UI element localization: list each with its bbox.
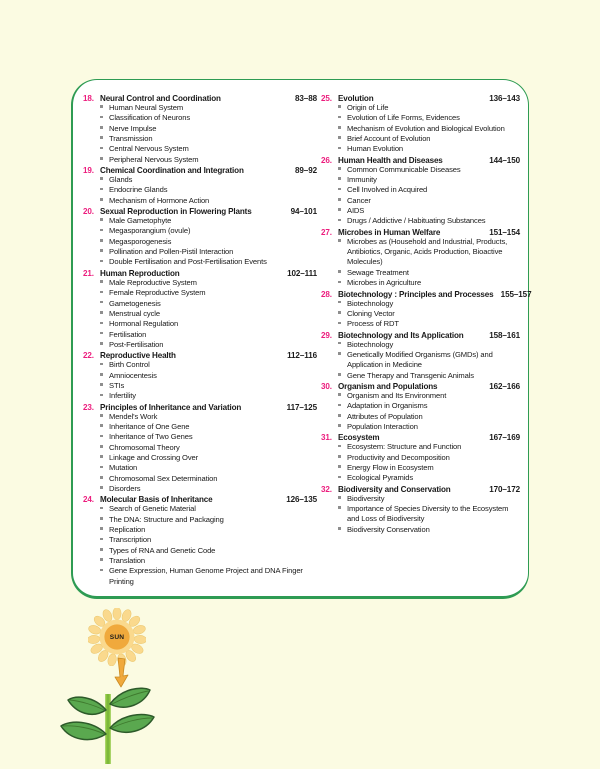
chapter-number: 19. — [83, 166, 94, 176]
chapter-page-range: 155–157 — [500, 289, 532, 299]
topic-label: Menstrual cycle — [109, 308, 160, 318]
topic-label: Mechanism of Hormone Action — [109, 195, 210, 205]
topic-label: Importance of Species Diversity to the Ecosystem and Loss of Biodiversity — [347, 504, 509, 524]
chapter-title: Neural Control and Coordination — [100, 94, 221, 103]
chapter-number: 30. — [321, 381, 332, 391]
topic-label: Classification of Neurons — [109, 113, 190, 123]
topic-label: Male Reproductive System — [109, 277, 197, 287]
square-bullet-icon — [338, 371, 347, 381]
chapter-heading[interactable] — [83, 351, 319, 360]
topic-item[interactable] — [83, 463, 319, 473]
chapter-number: 22. — [83, 351, 94, 361]
topic-label: Productivity and Decomposition — [347, 452, 450, 462]
topic-label: Search of Genetic Material — [109, 504, 196, 514]
chapter-title: Biotechnology : Principles and Processes — [338, 289, 494, 299]
topic-label: Adaptation in Organisms — [347, 401, 428, 411]
chapter-number: 31. — [321, 433, 332, 443]
square-bullet-icon — [338, 196, 347, 206]
chapter-page-range: 83–88 — [294, 94, 317, 103]
square-bullet-icon — [338, 453, 347, 463]
topic-list — [321, 237, 522, 289]
topic-list — [83, 175, 319, 206]
topic-label: The DNA: Structure and Packaging — [109, 514, 224, 524]
chapter-number: 20. — [83, 207, 94, 217]
topic-label: Genetically Modified Organisms (GMDs) and Application in Medicine — [347, 349, 493, 370]
topic-label: Origin of Life — [347, 103, 389, 112]
chapter-page-range: 89–92 — [294, 166, 317, 176]
topic-item[interactable] — [321, 299, 522, 309]
topic-item[interactable] — [321, 237, 522, 268]
topic-item[interactable] — [321, 391, 522, 401]
topic-list — [83, 412, 319, 495]
topic-label: Female Reproductive System — [109, 288, 206, 298]
chapter-heading[interactable] — [83, 94, 319, 103]
square-bullet-icon — [338, 144, 347, 154]
square-bullet-icon — [100, 535, 109, 545]
topic-label: Amniocentesis — [109, 370, 157, 380]
square-bullet-icon — [100, 226, 109, 236]
chapter-heading[interactable] — [83, 269, 319, 278]
square-bullet-icon — [100, 381, 109, 391]
topic-item[interactable] — [321, 504, 522, 525]
topic-label: Inheritance of One Gene — [109, 421, 190, 431]
square-bullet-icon — [338, 412, 347, 422]
topic-item[interactable] — [83, 412, 319, 422]
topic-label: Cell Involved in Acquired — [347, 185, 428, 195]
topic-item[interactable] — [83, 422, 319, 432]
topic-label: Brief Account of Evolution — [347, 134, 431, 144]
chapter-number: 27. — [321, 227, 332, 237]
topic-label: Ecosystem: Structure and Function — [347, 442, 462, 452]
chapter-number: 26. — [321, 155, 332, 165]
chapter-title: Reproductive Health — [100, 351, 176, 361]
square-bullet-icon — [338, 504, 347, 514]
topic-item[interactable] — [83, 134, 319, 144]
topic-item[interactable] — [83, 340, 319, 350]
topic-label: Infertility — [109, 391, 136, 401]
topic-label: Peripheral Nervous System — [109, 154, 199, 164]
square-bullet-icon — [338, 165, 347, 175]
chapter-page-range: 102–111 — [287, 268, 317, 278]
topic-item[interactable] — [321, 113, 522, 123]
square-bullet-icon — [100, 484, 109, 494]
chapter-number: 23. — [83, 402, 94, 412]
topic-label: Biotechnology — [347, 298, 394, 308]
chapter-number: 32. — [321, 484, 332, 494]
topic-list — [83, 360, 319, 401]
square-bullet-icon — [338, 124, 347, 134]
topic-item[interactable] — [83, 319, 319, 329]
square-bullet-icon — [100, 257, 109, 267]
topic-label: Gene Expression, Human Genome Project and DNA Finger Printing — [109, 566, 303, 586]
chapter-title: Ecosystem — [338, 433, 380, 443]
chapter-number: 29. — [321, 330, 332, 340]
chapter-heading[interactable] — [83, 403, 319, 412]
topic-list — [321, 299, 522, 330]
chapter-title: Chemical Coordination and Integration — [100, 166, 244, 176]
chapter-page-range: 167–169 — [489, 433, 520, 443]
chapter-title: Human Health and Diseases — [338, 155, 443, 165]
chapter-heading[interactable] — [321, 94, 522, 103]
toc-column-right — [319, 93, 532, 596]
topic-item[interactable] — [83, 124, 319, 134]
topic-label: Double Fertilisation and Post-Fertilisation Events — [109, 257, 267, 267]
topic-item[interactable] — [321, 185, 522, 195]
square-bullet-icon — [100, 319, 109, 329]
topic-label: Human Neural System — [109, 103, 184, 112]
topic-item[interactable] — [321, 350, 522, 371]
square-bullet-icon — [338, 319, 347, 329]
chapter-number: 18. — [83, 94, 94, 103]
square-bullet-icon — [100, 371, 109, 381]
topic-item[interactable] — [321, 340, 522, 350]
topic-label: Attributes of Population — [347, 411, 423, 421]
topic-item[interactable] — [321, 309, 522, 319]
topic-list — [83, 103, 319, 165]
chapter-page-range: 126–135 — [286, 495, 317, 505]
topic-list — [321, 103, 522, 155]
chapter-title: Sexual Reproduction in Flowering Plants — [100, 207, 252, 217]
topic-item[interactable] — [321, 494, 522, 504]
chapter-page-range: 162–166 — [489, 381, 520, 391]
topic-label: Immunity — [347, 175, 377, 185]
chapter-heading[interactable] — [321, 485, 522, 494]
topic-item[interactable] — [321, 371, 522, 381]
topic-item[interactable] — [83, 504, 319, 514]
chapter-page-range: 158–161 — [489, 330, 520, 340]
topic-item[interactable] — [83, 443, 319, 453]
topic-list — [321, 165, 522, 227]
topic-item[interactable] — [321, 165, 522, 175]
topic-list — [83, 278, 319, 350]
topic-label: Fertilisation — [109, 329, 147, 339]
square-bullet-icon — [100, 525, 109, 535]
square-bullet-icon — [100, 463, 109, 473]
topic-label: Organism and Its Environment — [347, 390, 447, 400]
square-bullet-icon — [100, 330, 109, 340]
topic-item[interactable] — [83, 257, 319, 267]
square-bullet-icon — [100, 299, 109, 309]
chapter-heading[interactable] — [83, 166, 319, 175]
square-bullet-icon — [100, 196, 109, 206]
chapter-page-range: 117–125 — [286, 402, 317, 412]
topic-label: Birth Control — [109, 360, 150, 370]
topic-label: Chromosomal Sex Determination — [109, 473, 218, 483]
square-bullet-icon — [100, 360, 109, 370]
square-bullet-icon — [100, 443, 109, 453]
square-bullet-icon — [338, 134, 347, 144]
topic-item[interactable] — [83, 453, 319, 463]
square-bullet-icon — [338, 268, 347, 278]
topic-item[interactable] — [321, 319, 522, 329]
topic-item[interactable] — [321, 268, 522, 278]
square-bullet-icon — [100, 247, 109, 257]
topic-item[interactable] — [83, 226, 319, 236]
topic-item[interactable] — [83, 391, 319, 401]
topic-label: Energy Flow in Ecosystem — [347, 462, 434, 472]
topic-label: Ecological Pyramids — [347, 473, 414, 483]
chapter-page-range: 136–143 — [489, 94, 520, 103]
square-bullet-icon — [338, 103, 347, 113]
chapter-heading[interactable] — [321, 289, 532, 299]
topic-label: Translation — [109, 556, 145, 566]
topic-item[interactable] — [321, 144, 522, 154]
table-of-contents-frame — [71, 79, 532, 599]
topic-item[interactable] — [321, 525, 522, 535]
topic-label: Transmission — [109, 134, 153, 144]
topic-item[interactable] — [83, 360, 319, 370]
square-bullet-icon — [338, 340, 347, 350]
square-bullet-icon — [100, 278, 109, 288]
square-bullet-icon — [338, 473, 347, 483]
topic-item[interactable] — [321, 196, 522, 206]
topic-list — [321, 442, 522, 483]
topic-item[interactable] — [83, 113, 319, 123]
square-bullet-icon — [100, 453, 109, 463]
square-bullet-icon — [338, 391, 347, 401]
topic-label: Replication — [109, 525, 146, 535]
toc-columns — [73, 80, 532, 596]
square-bullet-icon — [100, 566, 109, 576]
chapter-title: Organism and Populations — [338, 381, 438, 391]
topic-item[interactable] — [321, 216, 522, 226]
topic-item[interactable] — [83, 155, 319, 165]
topic-label: Megasporangium (ovule) — [109, 226, 191, 236]
topic-item[interactable] — [83, 288, 319, 298]
chapter-heading[interactable] — [321, 156, 522, 165]
chapter-heading[interactable] — [321, 433, 522, 442]
topic-item[interactable] — [83, 196, 319, 206]
chapter-page-range: 144–150 — [489, 155, 520, 165]
topic-list — [83, 216, 319, 268]
topic-label: Drugs / Addictive / Habituating Substances — [347, 216, 486, 226]
topic-label: Process of RDT — [347, 319, 399, 329]
square-bullet-icon — [100, 103, 109, 113]
square-bullet-icon — [100, 422, 109, 432]
chapter-title: Biotechnology and Its Application — [338, 330, 464, 340]
square-bullet-icon — [338, 442, 347, 452]
topic-label: Cancer — [347, 195, 371, 205]
square-bullet-icon — [338, 113, 347, 123]
topic-item[interactable] — [321, 453, 522, 463]
topic-item[interactable] — [83, 566, 319, 587]
topic-label: Biodiversity Conservation — [347, 524, 430, 534]
topic-item[interactable] — [83, 103, 319, 113]
chapter-title: Molecular Basis of Inheritance — [100, 495, 213, 505]
topic-label: Hormonal Regulation — [109, 319, 179, 329]
topic-label: Types of RNA and Genetic Code — [109, 545, 216, 555]
topic-label: Common Communicable Diseases — [347, 164, 461, 174]
topic-label: Megasporogenesis — [109, 236, 172, 246]
topic-list — [83, 504, 319, 587]
square-bullet-icon — [338, 525, 347, 535]
chapter-title: Microbes in Human Welfare — [338, 227, 441, 237]
square-bullet-icon — [338, 463, 347, 473]
square-bullet-icon — [100, 309, 109, 319]
topic-list — [321, 340, 522, 381]
topic-item[interactable] — [83, 144, 319, 154]
square-bullet-icon — [338, 216, 347, 226]
square-bullet-icon — [100, 144, 109, 154]
topic-item[interactable] — [83, 432, 319, 442]
square-bullet-icon — [100, 556, 109, 566]
chapter-page-range: 151–154 — [489, 227, 520, 237]
topic-label: Nerve Impulse — [109, 123, 157, 133]
square-bullet-icon — [100, 134, 109, 144]
chapter-title: Evolution — [338, 94, 374, 103]
topic-item[interactable] — [83, 237, 319, 247]
square-bullet-icon — [100, 124, 109, 134]
topic-label: Mutation — [109, 463, 138, 473]
square-bullet-icon — [338, 185, 347, 195]
topic-item[interactable] — [321, 103, 522, 113]
square-bullet-icon — [100, 185, 109, 195]
topic-item[interactable] — [321, 206, 522, 216]
square-bullet-icon — [338, 494, 347, 504]
topic-item[interactable] — [321, 473, 522, 483]
topic-label: Gene Therapy and Transgenic Animals — [347, 370, 474, 380]
chapter-number: 21. — [83, 268, 94, 278]
topic-label: Human Evolution — [347, 144, 404, 154]
topic-label: Microbes as (Household and Industrial, Products, Antibiotics, Organic, Acids Production, Bioactive Molecules) — [347, 236, 508, 267]
topic-label: Disorders — [109, 484, 141, 493]
topic-item[interactable] — [83, 330, 319, 340]
square-bullet-icon — [338, 350, 347, 360]
topic-item[interactable] — [83, 515, 319, 525]
topic-label: Biodiversity — [347, 493, 385, 503]
topic-label: Central Nervous System — [109, 144, 189, 154]
square-bullet-icon — [100, 391, 109, 401]
topic-label: STIs — [109, 380, 125, 390]
topic-label: Population Interaction — [347, 421, 418, 431]
topic-item[interactable] — [83, 278, 319, 288]
topic-item[interactable] — [321, 442, 522, 452]
chapter-number: 25. — [321, 94, 332, 103]
square-bullet-icon — [100, 216, 109, 226]
chapter-title: Principles of Inheritance and Variation — [100, 402, 242, 412]
square-bullet-icon — [100, 546, 109, 556]
chapter-page-range: 112–116 — [287, 351, 317, 361]
topic-label: Pollination and Pollen-Pistil Interaction — [109, 247, 234, 257]
topic-item[interactable] — [321, 422, 522, 432]
square-bullet-icon — [338, 401, 347, 411]
topic-item[interactable] — [83, 484, 319, 494]
topic-item[interactable] — [321, 124, 522, 134]
square-bullet-icon — [100, 340, 109, 350]
topic-item[interactable] — [83, 216, 319, 226]
square-bullet-icon — [338, 237, 347, 247]
topic-label: Gametogenesis — [109, 298, 161, 308]
chapter-number: 24. — [83, 495, 94, 505]
topic-item[interactable] — [321, 401, 522, 411]
sun-label: SUN — [109, 633, 125, 641]
square-bullet-icon — [100, 237, 109, 247]
topic-item[interactable] — [83, 535, 319, 545]
square-bullet-icon — [100, 474, 109, 484]
topic-label: Linkage and Crossing Over — [109, 452, 199, 462]
topic-item[interactable] — [83, 299, 319, 309]
square-bullet-icon — [338, 309, 347, 319]
chapter-number: 28. — [321, 289, 332, 299]
topic-item[interactable] — [321, 134, 522, 144]
topic-item[interactable] — [83, 175, 319, 185]
square-bullet-icon — [338, 299, 347, 309]
topic-list — [321, 494, 522, 535]
topic-label: Mechanism of Evolution and Biological Evolution — [347, 123, 505, 133]
square-bullet-icon — [100, 432, 109, 442]
topic-item[interactable] — [321, 412, 522, 422]
topic-item[interactable] — [83, 474, 319, 484]
photosynthesis-illustration — [60, 604, 250, 764]
topic-label: Microbes in Agriculture — [347, 278, 422, 288]
square-bullet-icon — [100, 175, 109, 185]
topic-label: Endocrine Glands — [109, 185, 168, 195]
chapter-page-range: 170–172 — [489, 484, 520, 494]
topic-label: Cloning Vector — [347, 308, 395, 318]
topic-list — [321, 391, 522, 432]
square-bullet-icon — [338, 422, 347, 432]
topic-item[interactable] — [83, 371, 319, 381]
chapter-heading[interactable] — [83, 495, 319, 504]
chapter-title: Human Reproduction — [100, 268, 180, 278]
topic-item[interactable] — [321, 278, 522, 288]
topic-item[interactable] — [83, 309, 319, 319]
topic-item[interactable] — [321, 463, 522, 473]
topic-label: AIDS — [347, 206, 365, 216]
topic-item[interactable] — [83, 546, 319, 556]
chapter-page-range: 94–101 — [290, 207, 317, 217]
chapter-heading[interactable] — [321, 228, 522, 237]
topic-label: Inheritance of Two Genes — [109, 432, 193, 442]
topic-item[interactable] — [83, 556, 319, 566]
toc-column-left — [79, 93, 319, 596]
topic-label: Post-Fertilisation — [109, 339, 164, 349]
plant-icon — [60, 680, 220, 764]
square-bullet-icon — [338, 175, 347, 185]
topic-item[interactable] — [83, 525, 319, 535]
topic-item[interactable] — [83, 247, 319, 257]
topic-item[interactable] — [83, 381, 319, 391]
topic-label: Sewage Treatment — [347, 267, 409, 277]
square-bullet-icon — [100, 288, 109, 298]
chapter-heading[interactable] — [83, 207, 319, 216]
chapter-heading[interactable] — [321, 331, 522, 340]
topic-label: Evolution of Life Forms, Evidences — [347, 113, 460, 123]
square-bullet-icon — [338, 278, 347, 288]
square-bullet-icon — [100, 155, 109, 165]
square-bullet-icon — [100, 113, 109, 123]
square-bullet-icon — [100, 515, 109, 525]
topic-item[interactable] — [83, 185, 319, 195]
plant-graphic — [60, 680, 220, 764]
chapter-heading[interactable] — [321, 382, 522, 391]
square-bullet-icon — [100, 504, 109, 514]
topic-label: Transcription — [109, 535, 152, 545]
topic-label: Chromosomal Theory — [109, 442, 180, 452]
square-bullet-icon — [338, 206, 347, 216]
square-bullet-icon — [100, 412, 109, 422]
topic-label: Mendel's Work — [109, 411, 158, 421]
topic-label: Male Gametophyte — [109, 216, 172, 226]
topic-label: Biotechnology — [347, 339, 394, 349]
topic-item[interactable] — [321, 175, 522, 185]
chapter-title: Biodiversity and Conservation — [338, 484, 451, 494]
topic-label: Glands — [109, 175, 133, 185]
